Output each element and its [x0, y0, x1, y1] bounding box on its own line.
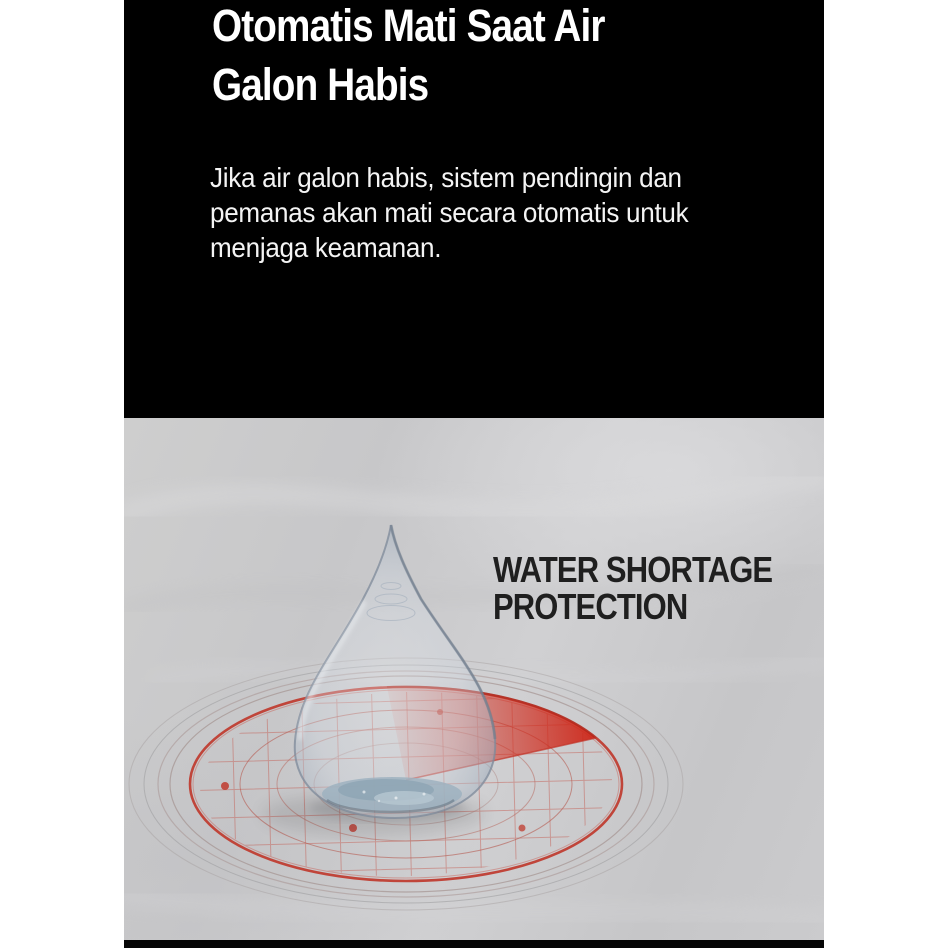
caption-line-1: WATER SHORTAGE: [493, 549, 773, 590]
headline-line-2: Galon Habis: [212, 59, 429, 110]
photo-caption: [493, 551, 772, 625]
bottom-strip: [124, 940, 824, 948]
droplet-radar-illustration: [124, 418, 824, 940]
headline-panel: [124, 0, 824, 418]
promo-card: [124, 0, 824, 948]
body-line-2: pemanas akan mati secara otomatis untuk: [210, 197, 689, 228]
caption-line-2: PROTECTION: [493, 586, 688, 627]
body-text: [210, 160, 688, 265]
product-photo: [124, 418, 824, 940]
water-droplet: [295, 525, 495, 818]
body-line-3: menjaga keamanan.: [210, 232, 442, 263]
droplet-water-pool: [322, 777, 462, 812]
headline: [212, 0, 605, 114]
headline-line-1: Otomatis Mati Saat Air: [212, 0, 605, 51]
body-line-1: Jika air galon habis, sistem pendingin dan: [210, 162, 682, 193]
